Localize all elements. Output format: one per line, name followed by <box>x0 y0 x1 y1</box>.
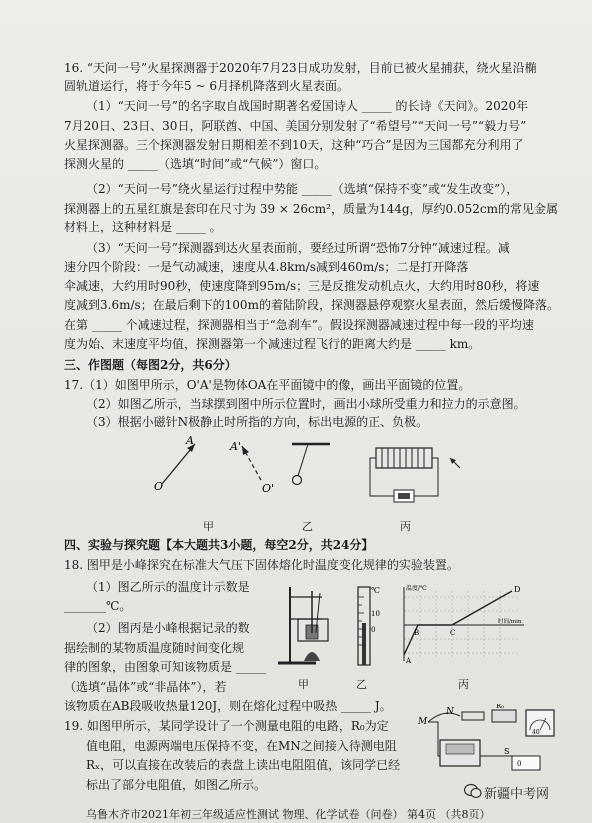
label-s: S <box>504 747 510 756</box>
q16-line-2: 圆轨道运行，将于今年5 ~ 6月择机降落到火星表面。 <box>64 79 349 93</box>
q17-line-3: （3）根据小磁针N极静止时所指的方向，标出电源的正、负极。 <box>86 415 429 429</box>
dial-0: 0 <box>517 760 522 768</box>
q18-2-line-3: 律的图象，由图象可知该物质是 _____ <box>64 660 266 674</box>
q18-2-line-1: （2）图丙是小峰根据记录的数 <box>86 621 250 635</box>
caption-yi-2: 乙 <box>356 678 367 691</box>
q17-line-1: 17.（1）如图甲所示，O'A'是物体OA在平面镜中的像，画出平面镜的位置。 <box>64 378 471 392</box>
q16-2-line-1: （2）“天问一号”绕火星运行过程中势能 _____（选填“保持不变”或“发生改变”）， <box>86 182 519 196</box>
q16-1-line-1: （1）“天问一号”的名字取自战国时期著名爱国诗人 _____ 的长诗《天问》。2020年 <box>86 99 529 113</box>
q16-1-line-4: 探测火星的 _____（选填“时间”或“气候”）窗口。 <box>64 157 327 171</box>
q16-2-line-3: 材料上，这种材料是 _____ 。 <box>64 220 222 234</box>
thermo-0: 0 <box>371 626 376 634</box>
q16-line-1: 16. “天问一号”火星探测器于2020年7月23日成功发射，目前已被火星捕获，绕火星沿椭 <box>64 61 537 75</box>
q18-1-line-2: _______℃。 <box>64 599 132 613</box>
q16-3-line-3: 伞减速，大约用时90秒，使速度降到95m/s；三是反推发动机点火，大约用时80秒，将速 <box>64 279 540 293</box>
q18-line-1: 18. 图甲是小峰探究在标准大气压下固体熔化时温度变化规律的实验装置。 <box>64 558 459 572</box>
q16-3-line-1: （3）“天问一号”探测器到达火星表面前，要经过所谓“恐怖7分钟”减速过程。减 <box>86 241 510 255</box>
q18-2-line-2: 据绘制的某物质温度随时间变化规 <box>64 641 245 655</box>
q18-figure-bing <box>390 583 530 669</box>
caption-bing-2: 丙 <box>458 678 469 691</box>
label-r0: R₀ <box>496 704 505 710</box>
label-m: M <box>418 717 428 727</box>
q19-line-4: 标出了部分电阻值，如图乙所示。 <box>86 778 267 792</box>
point-d: D <box>514 585 521 594</box>
caption-jia: 甲 <box>203 520 214 533</box>
thermo-10: 10 <box>371 610 380 618</box>
q16-3-line-6: 度为始、末速度平均值，探测器第一个减速过程飞行的距离大约是 _____ km。 <box>64 337 481 351</box>
q17-line-2: （2）如图乙所示，当球摆到图中所示位置时，画出小球所受重力和拉力的示意图。 <box>86 397 526 411</box>
q16-3-line-2: 速分四个阶段：一是气动减速，速度从4.8km/s减到460m/s；二是打开降落 <box>64 260 469 274</box>
section-4-heading: 四、实验与探究题【本大题共3小题，每空2分，共24分】 <box>64 538 374 552</box>
temp-axis-label: 温度/℃ <box>406 585 427 592</box>
time-axis-label: 时间/min <box>498 619 522 625</box>
q19-figure-circuit <box>414 704 562 776</box>
page-footer: 乌鲁木齐市2021年初三年级适应性测试 物理、化学试卷（问卷） 第4页 （共8页） <box>86 808 491 821</box>
caption-yi: 乙 <box>302 520 313 533</box>
thermo-unit: ℃ <box>371 586 380 595</box>
watermark-text: 新疆中考网 <box>484 787 550 802</box>
q18-figure-jia <box>276 583 338 669</box>
meter-40: 40 <box>532 729 540 736</box>
q16-3-line-4: 度减到3.6m/s；在最后剩下的100m的着陆阶段，探测器悬停观察火星表面，然后缓慢降落。 <box>64 298 559 312</box>
caption-jia-2: 甲 <box>298 678 309 691</box>
wechat-icon <box>464 783 482 799</box>
label-o: O <box>154 480 164 493</box>
q16-3-line-5: 在第 _____ 个减速过程，探测器相当于“急刹车”。假设探测器减速过程中每一段的平均速 <box>64 318 534 332</box>
q16-1-line-3: 火星探测器。三个探测器发射日期相差不到10天，这种“巧合”是因为三国都充分利用了 <box>64 138 524 152</box>
label-a: A <box>186 434 194 447</box>
label-o-prime: O' <box>262 482 275 495</box>
q18-figure-yi <box>350 583 382 669</box>
label-n: N <box>446 707 454 717</box>
q16-2-line-2: 探测器上的五星红旗是套印在尺寸为 39 × 26cm²，质量为144g，厚约0.052cm的常见金属 <box>64 202 558 216</box>
point-a: A <box>406 657 412 665</box>
q17-figure-bing <box>368 438 468 506</box>
q19-line-1: 19. 如图甲所示，某同学设计了一个测量电阻的电路，R₀为定 <box>64 719 389 733</box>
q18-1-line-1: （1）图乙所示的温度计示数是 <box>86 580 250 594</box>
q17-figure-yi <box>286 438 336 508</box>
q18-2-line-4: （选填“晶体”或“非晶体”），若 <box>64 680 227 694</box>
q19-line-2: 值电阻，电源两端电压保持不变，在MN之间接入待测电阻 <box>86 739 397 753</box>
section-3-heading: 三、作图题（每图2分，共6分） <box>64 358 237 372</box>
q19-line-3: Rₓ，可以直接在改装后的表盘上读出电阻阻值，该同学已经 <box>86 758 401 772</box>
q16-1-line-2: 7月20日、23日、30日，阿联酋、中国、美国分别发射了“希望号”“天问一号”“毅力号” <box>64 119 527 133</box>
point-b: B <box>414 629 420 637</box>
q17-figure-jia <box>140 432 280 507</box>
caption-bing: 丙 <box>400 520 411 533</box>
point-c: C <box>450 629 456 637</box>
q18-2-line-5: 该物质在AB段吸收热量120J，则在熔化过程中吸热 _____ J。 <box>64 699 392 713</box>
label-a-prime: A' <box>230 440 241 453</box>
